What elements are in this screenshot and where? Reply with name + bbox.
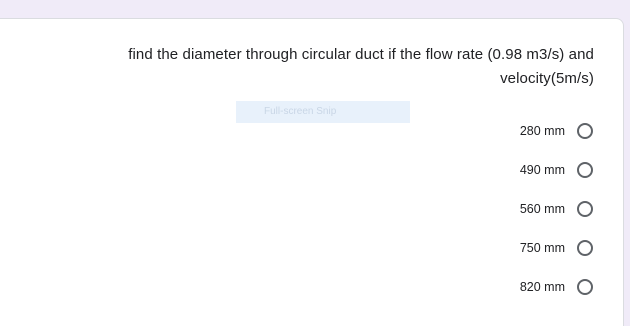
option-280mm[interactable]	[393, 111, 593, 150]
option-label: 280 mm	[519, 123, 565, 138]
radio-button-icon[interactable]	[577, 240, 593, 256]
option-750mm[interactable]	[393, 228, 593, 267]
question-line-1: find the diameter through circular duct if the flow rate (0.98 m3/s) and	[128, 46, 594, 63]
radio-button-icon[interactable]	[577, 123, 593, 139]
question-text	[34, 43, 594, 91]
radio-button-icon[interactable]	[577, 201, 593, 217]
option-label: 820 mm	[519, 279, 565, 294]
option-820mm[interactable]	[393, 267, 593, 306]
option-label: 490 mm	[519, 162, 565, 177]
page-background-strip	[0, 0, 630, 18]
option-560mm[interactable]	[393, 189, 593, 228]
option-label: 560 mm	[519, 201, 565, 216]
option-490mm[interactable]	[393, 150, 593, 189]
answer-options	[393, 111, 593, 306]
question-line-2: velocity(5m/s)	[500, 70, 594, 87]
radio-button-icon[interactable]	[577, 279, 593, 295]
question-card	[0, 18, 624, 326]
full-screen-snip-overlay: Full-screen Snip	[236, 101, 410, 123]
radio-button-icon[interactable]	[577, 162, 593, 178]
option-label: 750 mm	[519, 240, 565, 255]
